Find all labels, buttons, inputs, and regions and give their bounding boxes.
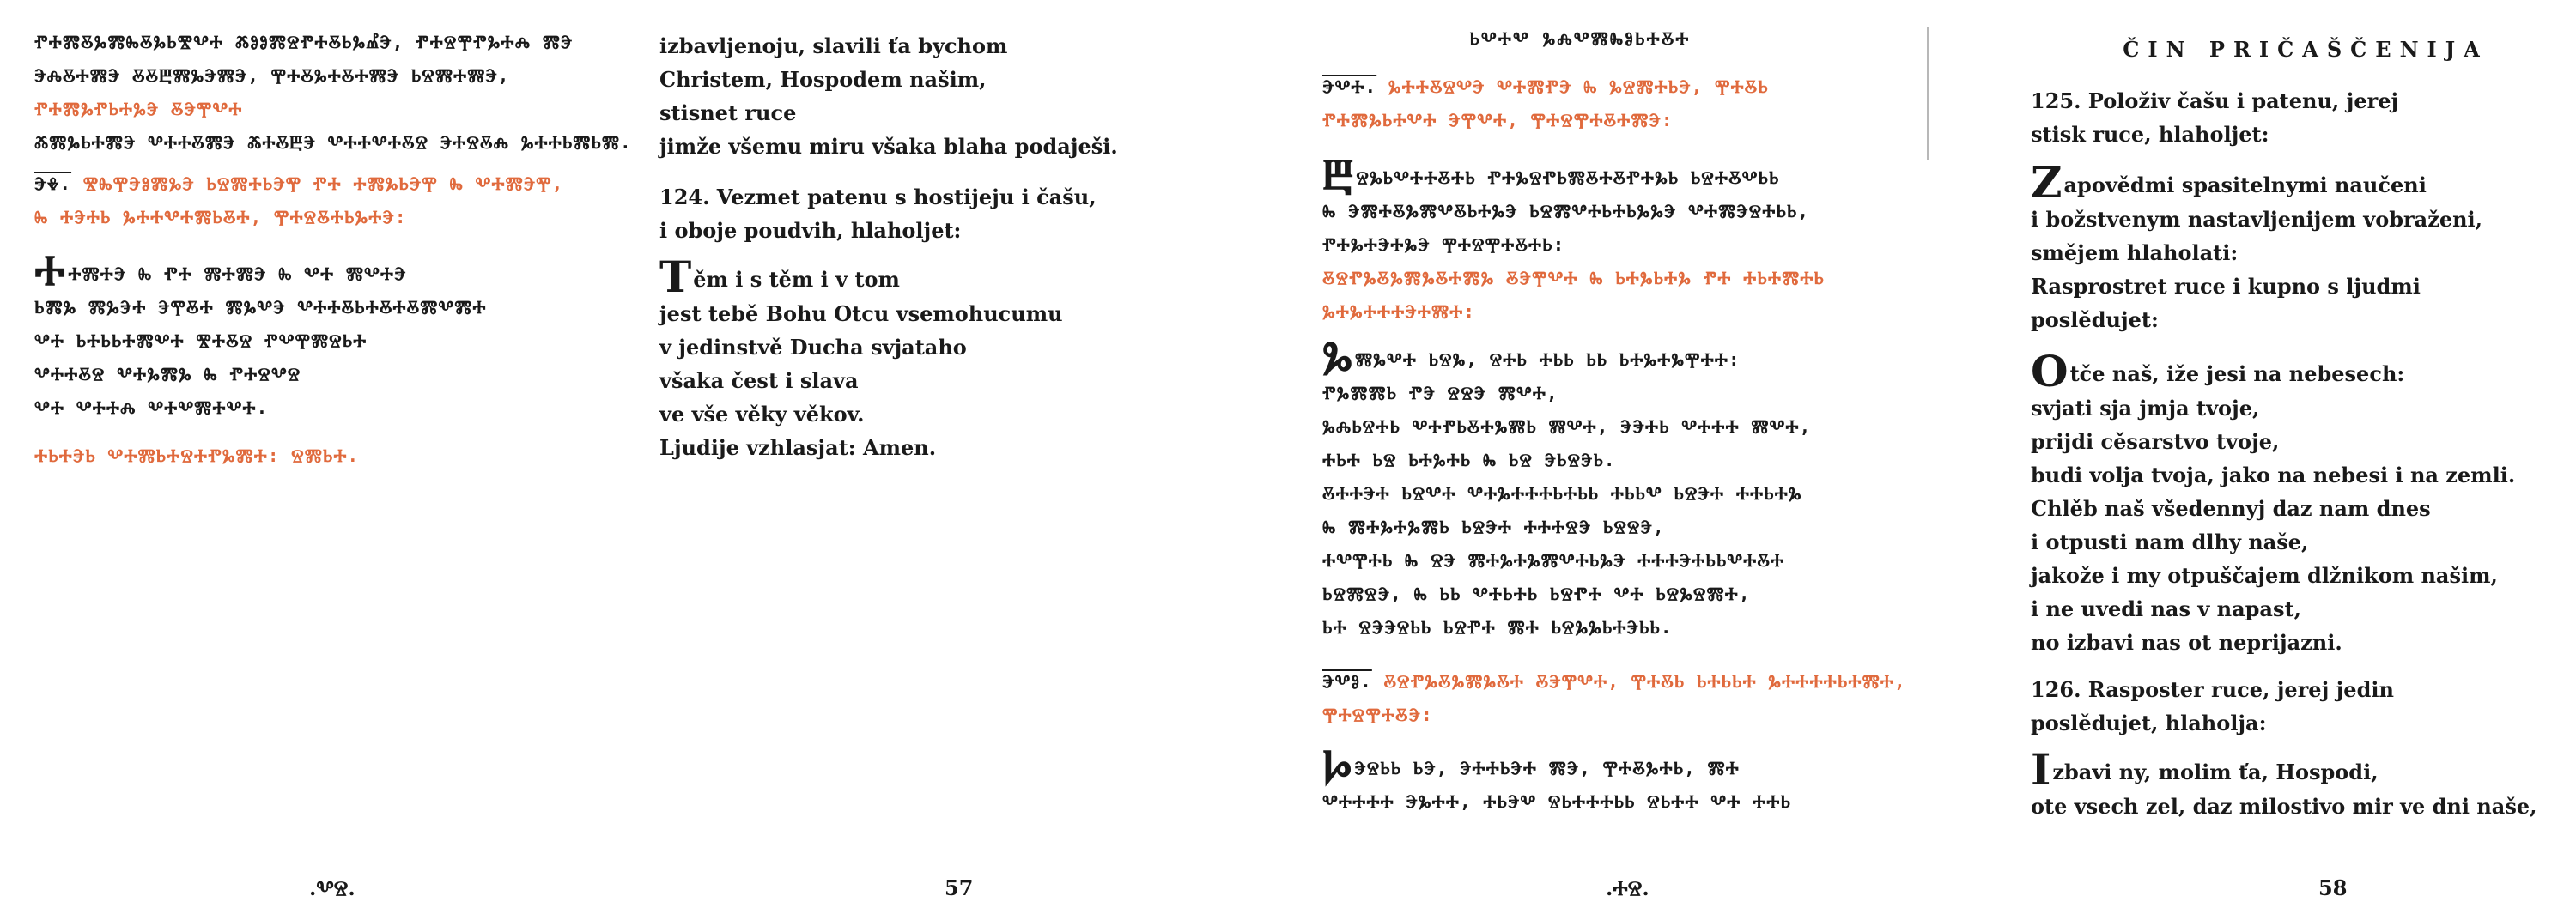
initial-capital: Z (2031, 157, 2063, 208)
text-line: Christem, Hospodem našim, (659, 67, 987, 92)
running-header: ⰓⰂⰀⰂ ⰃⰎⰂⰏⰈⰑⰓⰀⰋⰀ (1469, 28, 1691, 49)
page-58-glagolitic (1322, 0, 1941, 908)
text-line: smějem hlaholati: (2031, 240, 2239, 265)
text-line: budi volja tvoja, jako na nebesi i na zemli. (2031, 463, 2516, 487)
text-line: všaka čest i slava (659, 368, 859, 393)
text-line: tče naš, iže jesi na nebesech: (2069, 361, 2405, 386)
initial-capital: Ⰱ (1322, 149, 1355, 199)
page-number: .ⰂⰔ. (309, 875, 355, 900)
text-line: ⰋⰀⰀⰅⰀ ⰓⰔⰂⰀ ⰂⰀⰃⰀⰀⰀⰓⰀⰓⰓ ⰀⰓⰓⰂ ⰓⰔⰅⰀ ⰀⰀⰓⰀⰃ (1322, 483, 1802, 504)
text-line: ⰓⰀ ⰔⰅⰅⰔⰓⰓ ⰓⰔⰒⰀ ⰏⰀ ⰓⰔⰃⰃⰓⰀⰅⰓⰓ. (1322, 617, 1673, 638)
text-line: ⰀⰓⰀ ⰓⰔ ⰓⰀⰃⰀⰓ Ⰸ ⰓⰔ ⰅⰓⰔⰅⰓ. (1322, 450, 1616, 470)
section-title: ČIN PRIČAŠČENIJA (2123, 37, 2488, 62)
page-number: 57 (945, 875, 974, 900)
rubric-line: ⰒⰀⰏⰃⰒⰓⰀⰃⰅ ⰋⰅⰉⰂⰀ (34, 99, 243, 119)
page-57-latin (659, 0, 1261, 908)
initial-capital: Ⰰ (34, 245, 67, 295)
text-line: Rasprostret ruce i kupno s ljudmi (2031, 274, 2421, 299)
text-line: ěm i s těm i v tom (693, 267, 900, 292)
text-line: izbavljenoju, slavili ťa bychom (659, 33, 1008, 58)
text-line: ⰂⰀⰀⰋⰔ ⰂⰀⰃⰏⰃ Ⰸ ⰒⰀⰔⰂⰔ (34, 364, 301, 384)
rubric-line: ⰋⰔⰒⰃⰋⰃⰏⰃⰋⰀⰏⰃ ⰋⰅⰉⰂⰀ Ⰸ ⰓⰀⰃⰓⰀⰃ ⰒⰀ ⰀⰓⰀⰏⰀⰓ (1322, 268, 1825, 288)
initial-capital: T (659, 251, 692, 302)
text-line: poslědujet: (2031, 307, 2159, 332)
text-line: ⰒⰀⰏⰋⰃⰏⰈⰋⰃⰓⰊⰂⰀ ⰆⰑⰑⰏⰔⰒⰀⰋⰓⰃⰌⰅ, ⰒⰀⰔⰉⰒⰃⰀⰎ ⰏⰅ (34, 32, 574, 52)
rubric-line: stisk ruce, hlaholjet: (2031, 122, 2269, 147)
text-line: ⰓⰏⰃ ⰏⰃⰅⰀ ⰅⰉⰋⰀ ⰏⰃⰂⰅ ⰂⰀⰀⰋⰓⰀⰋⰀⰋⰏⰂⰏⰀ (34, 297, 487, 318)
text-line: Ⰸ ⰅⰏⰀⰋⰃⰏⰂⰋⰓⰀⰃⰅ ⰓⰔⰏⰂⰀⰓⰀⰓⰃⰃⰅ ⰂⰀⰏⰅⰔⰀⰓⰓ, (1322, 201, 1810, 221)
text-line: jakože i my otpuščajem dlžnikom našim, (2031, 563, 2498, 588)
rubric-line: poslědujet, hlaholja: (2031, 711, 2267, 735)
rubric-line: Ⰸ ⰀⰅⰀⰓ ⰃⰀⰀⰂⰀⰏⰓⰋⰀ, ⰉⰀⰔⰋⰀⰓⰃⰀⰅ: (34, 207, 407, 227)
text-line: jimže všemu miru všaka blaha podaješi. (659, 134, 1118, 159)
text-line: ⰀⰏⰀⰅ Ⰸ ⰒⰀ ⰏⰀⰏⰅ Ⰸ ⰂⰀ ⰏⰂⰀⰅ (68, 263, 407, 284)
text-line: ⰂⰀ ⰓⰀⰓⰓⰀⰏⰂⰀ ⰊⰀⰋⰔ ⰒⰂⰉⰏⰔⰓⰀ (34, 330, 368, 351)
text-line: ⰀⰂⰉⰀⰓ Ⰸ ⰔⰅ ⰏⰀⰃⰀⰃⰏⰂⰀⰓⰃⰅ ⰀⰀⰀⰅⰀⰓⰓⰂⰀⰋⰀ (1322, 550, 1785, 571)
text-line: i otpusti nam dlhy naše, (2031, 530, 2309, 554)
text-line: ⰓⰔⰏⰔⰅ, Ⰸ ⰓⰓ ⰂⰀⰓⰀⰓ ⰓⰔⰒⰀ ⰂⰀ ⰓⰔⰃⰔⰏⰀ, (1322, 584, 1751, 604)
text-line: ⰂⰀⰀⰀⰀ ⰅⰃⰀⰀ, ⰀⰓⰅⰂ ⰔⰓⰀⰀⰀⰓⰓ ⰔⰓⰀⰀ ⰂⰀ ⰀⰀⰓ (1322, 791, 1791, 812)
text-line: stisnet ruce (659, 100, 797, 125)
page-number: .ⰀⰔ. (1606, 875, 1649, 900)
initial-capital: Ⰳ (1322, 331, 1353, 381)
rubric-line: ⰊⰈⰉⰅⰑⰏⰃⰅ ⰓⰔⰏⰀⰓⰅⰉ ⰒⰀ ⰀⰏⰃⰓⰅⰉ Ⰸ ⰂⰀⰏⰅⰉ, (82, 173, 564, 194)
page-divider (1927, 27, 1929, 160)
text-line: jest tebě Bohu Otcu vsemohucumu (659, 301, 1063, 326)
text-line: ⰆⰏⰃⰓⰀⰏⰅ ⰂⰀⰀⰋⰏⰅ ⰆⰀⰋⰁⰅ ⰂⰀⰀⰂⰀⰋⰔ ⰅⰀⰔⰋⰎ ⰃⰀⰀⰓⰏⰓⰏ. (34, 132, 632, 153)
page-58-latin (2031, 0, 2563, 908)
text-line: prijdi cěsarstvo tvoje, (2031, 429, 2280, 454)
text-line: Chlěb naš všedennyj daz nam dnes (2031, 496, 2431, 521)
rubric-line: ⰃⰀⰃⰀⰀⰀⰅⰀⰏⰀ: (1322, 301, 1475, 322)
rubric-line: ⰃⰀⰀⰋⰔⰂⰅ ⰂⰀⰏⰒⰅ Ⰸ ⰃⰔⰏⰀⰓⰅ, ⰉⰀⰋⰓ (1388, 76, 1769, 97)
rubric-line: ⰒⰀⰏⰃⰓⰀⰂⰀ ⰅⰉⰂⰀ, ⰉⰀⰔⰉⰀⰋⰀⰏⰅ: (1322, 110, 1674, 130)
text-line: v jedinstvě Ducha svjataho (659, 335, 967, 360)
page-57-glagolitic (34, 0, 635, 908)
response-line: Ljudije vzhlasjat: Amen. (659, 435, 937, 460)
text-line: ⰒⰀⰃⰀⰅⰀⰃⰅ ⰉⰀⰔⰉⰀⰋⰀⰓ: (1322, 234, 1565, 255)
rubric-line: 125. Položiv čašu i patenu, jerej (2031, 88, 2399, 113)
text-line: ⰏⰃⰂⰀ ⰓⰔⰃ, ⰔⰀⰓ ⰀⰓⰓ ⰓⰓ ⰓⰀⰃⰀⰃⰉⰀⰀ: (1355, 349, 1741, 370)
text-line: ⰅⰎⰋⰀⰏⰅ ⰋⰋⰁⰏⰃⰅⰏⰅ, ⰉⰀⰋⰃⰀⰋⰀⰏⰅ ⰓⰔⰏⰀⰏⰅ, (34, 65, 510, 86)
text-line: ⰃⰎⰓⰔⰀⰓ ⰂⰀⰒⰓⰋⰀⰃⰏⰓ ⰏⰂⰀ, ⰅⰅⰀⰓ ⰂⰀⰀⰀ ⰏⰂⰀ, (1322, 416, 1812, 437)
rubric-line: 126. Rasposter ruce, jerej jedin (2031, 677, 2394, 702)
text-line: no izbavi nas ot neprijazni. (2031, 630, 2342, 655)
section-number: ⰅⰇ. (34, 173, 72, 194)
text-line: i božstvenym nastavljenijem vobraženi, (2031, 207, 2483, 232)
text-line: ote vsech zel, daz milostivo mir ve dni naše, (2031, 794, 2537, 819)
rubric-line: 124. Vezmet patenu s hostijeju i čašu, (659, 185, 1097, 209)
text-line: zbavi ny, molim ťa, Hospodi, (2052, 760, 2379, 784)
text-line: ⰒⰃⰏⰏⰓ ⰒⰅ ⰔⰔⰅ ⰏⰂⰀ, (1322, 383, 1558, 403)
rubric-line: i oboje poudvih, hlaholjet: (659, 218, 962, 243)
rubric-line: ⰀⰓⰀⰅⰓ ⰂⰀⰏⰓⰀⰔⰀⰒⰃⰏⰀ: ⰔⰏⰓⰀ. (34, 445, 360, 466)
initial-capital: Ⱈ (1322, 740, 1353, 790)
section-number: ⰅⰂⰑ. (1322, 671, 1372, 692)
text-line: ⰔⰃⰓⰂⰀⰀⰋⰀⰓ ⰒⰀⰃⰔⰒⰓⰏⰋⰀⰋⰒⰀⰃⰓ ⰓⰔⰀⰋⰂⰓⰓ (1356, 167, 1780, 188)
text-line: svjati sja jmja tvoje, (2031, 396, 2260, 421)
text-line: ⰅⰔⰓⰓ ⰓⰅ, ⰅⰀⰀⰓⰅⰀ ⰏⰅ, ⰉⰀⰋⰃⰀⰓ, ⰏⰀ (1354, 758, 1740, 778)
initial-capital: I (2031, 744, 2051, 795)
rubric-line: ⰋⰔⰒⰃⰋⰃⰏⰃⰋⰀ ⰋⰅⰉⰂⰀ, ⰉⰀⰋⰓ ⰓⰀⰓⰓⰀ ⰃⰀⰀⰀⰀⰓⰀⰏⰀ, (1383, 671, 1906, 692)
text-line: ⰂⰀ ⰂⰀⰀⰎ ⰂⰀⰂⰏⰀⰂⰀ. (34, 397, 269, 418)
section-number: ⰅⰂⰀ. (1322, 76, 1377, 97)
text-line: apovědmi spasitelnymi naučeni (2063, 173, 2427, 197)
initial-capital: O (2031, 346, 2069, 396)
text-line: i ne uvedi nas v napast, (2031, 596, 2301, 621)
rubric-line: ⰉⰀⰔⰉⰀⰋⰅ: (1322, 705, 1433, 725)
text-line: Ⰸ ⰏⰀⰃⰀⰃⰏⰓ ⰓⰔⰅⰀ ⰀⰀⰀⰔⰅ ⰓⰔⰔⰅ, (1322, 517, 1665, 537)
page-number: 58 (2318, 875, 2348, 900)
text-line: ve vše věky věkov. (659, 402, 865, 427)
